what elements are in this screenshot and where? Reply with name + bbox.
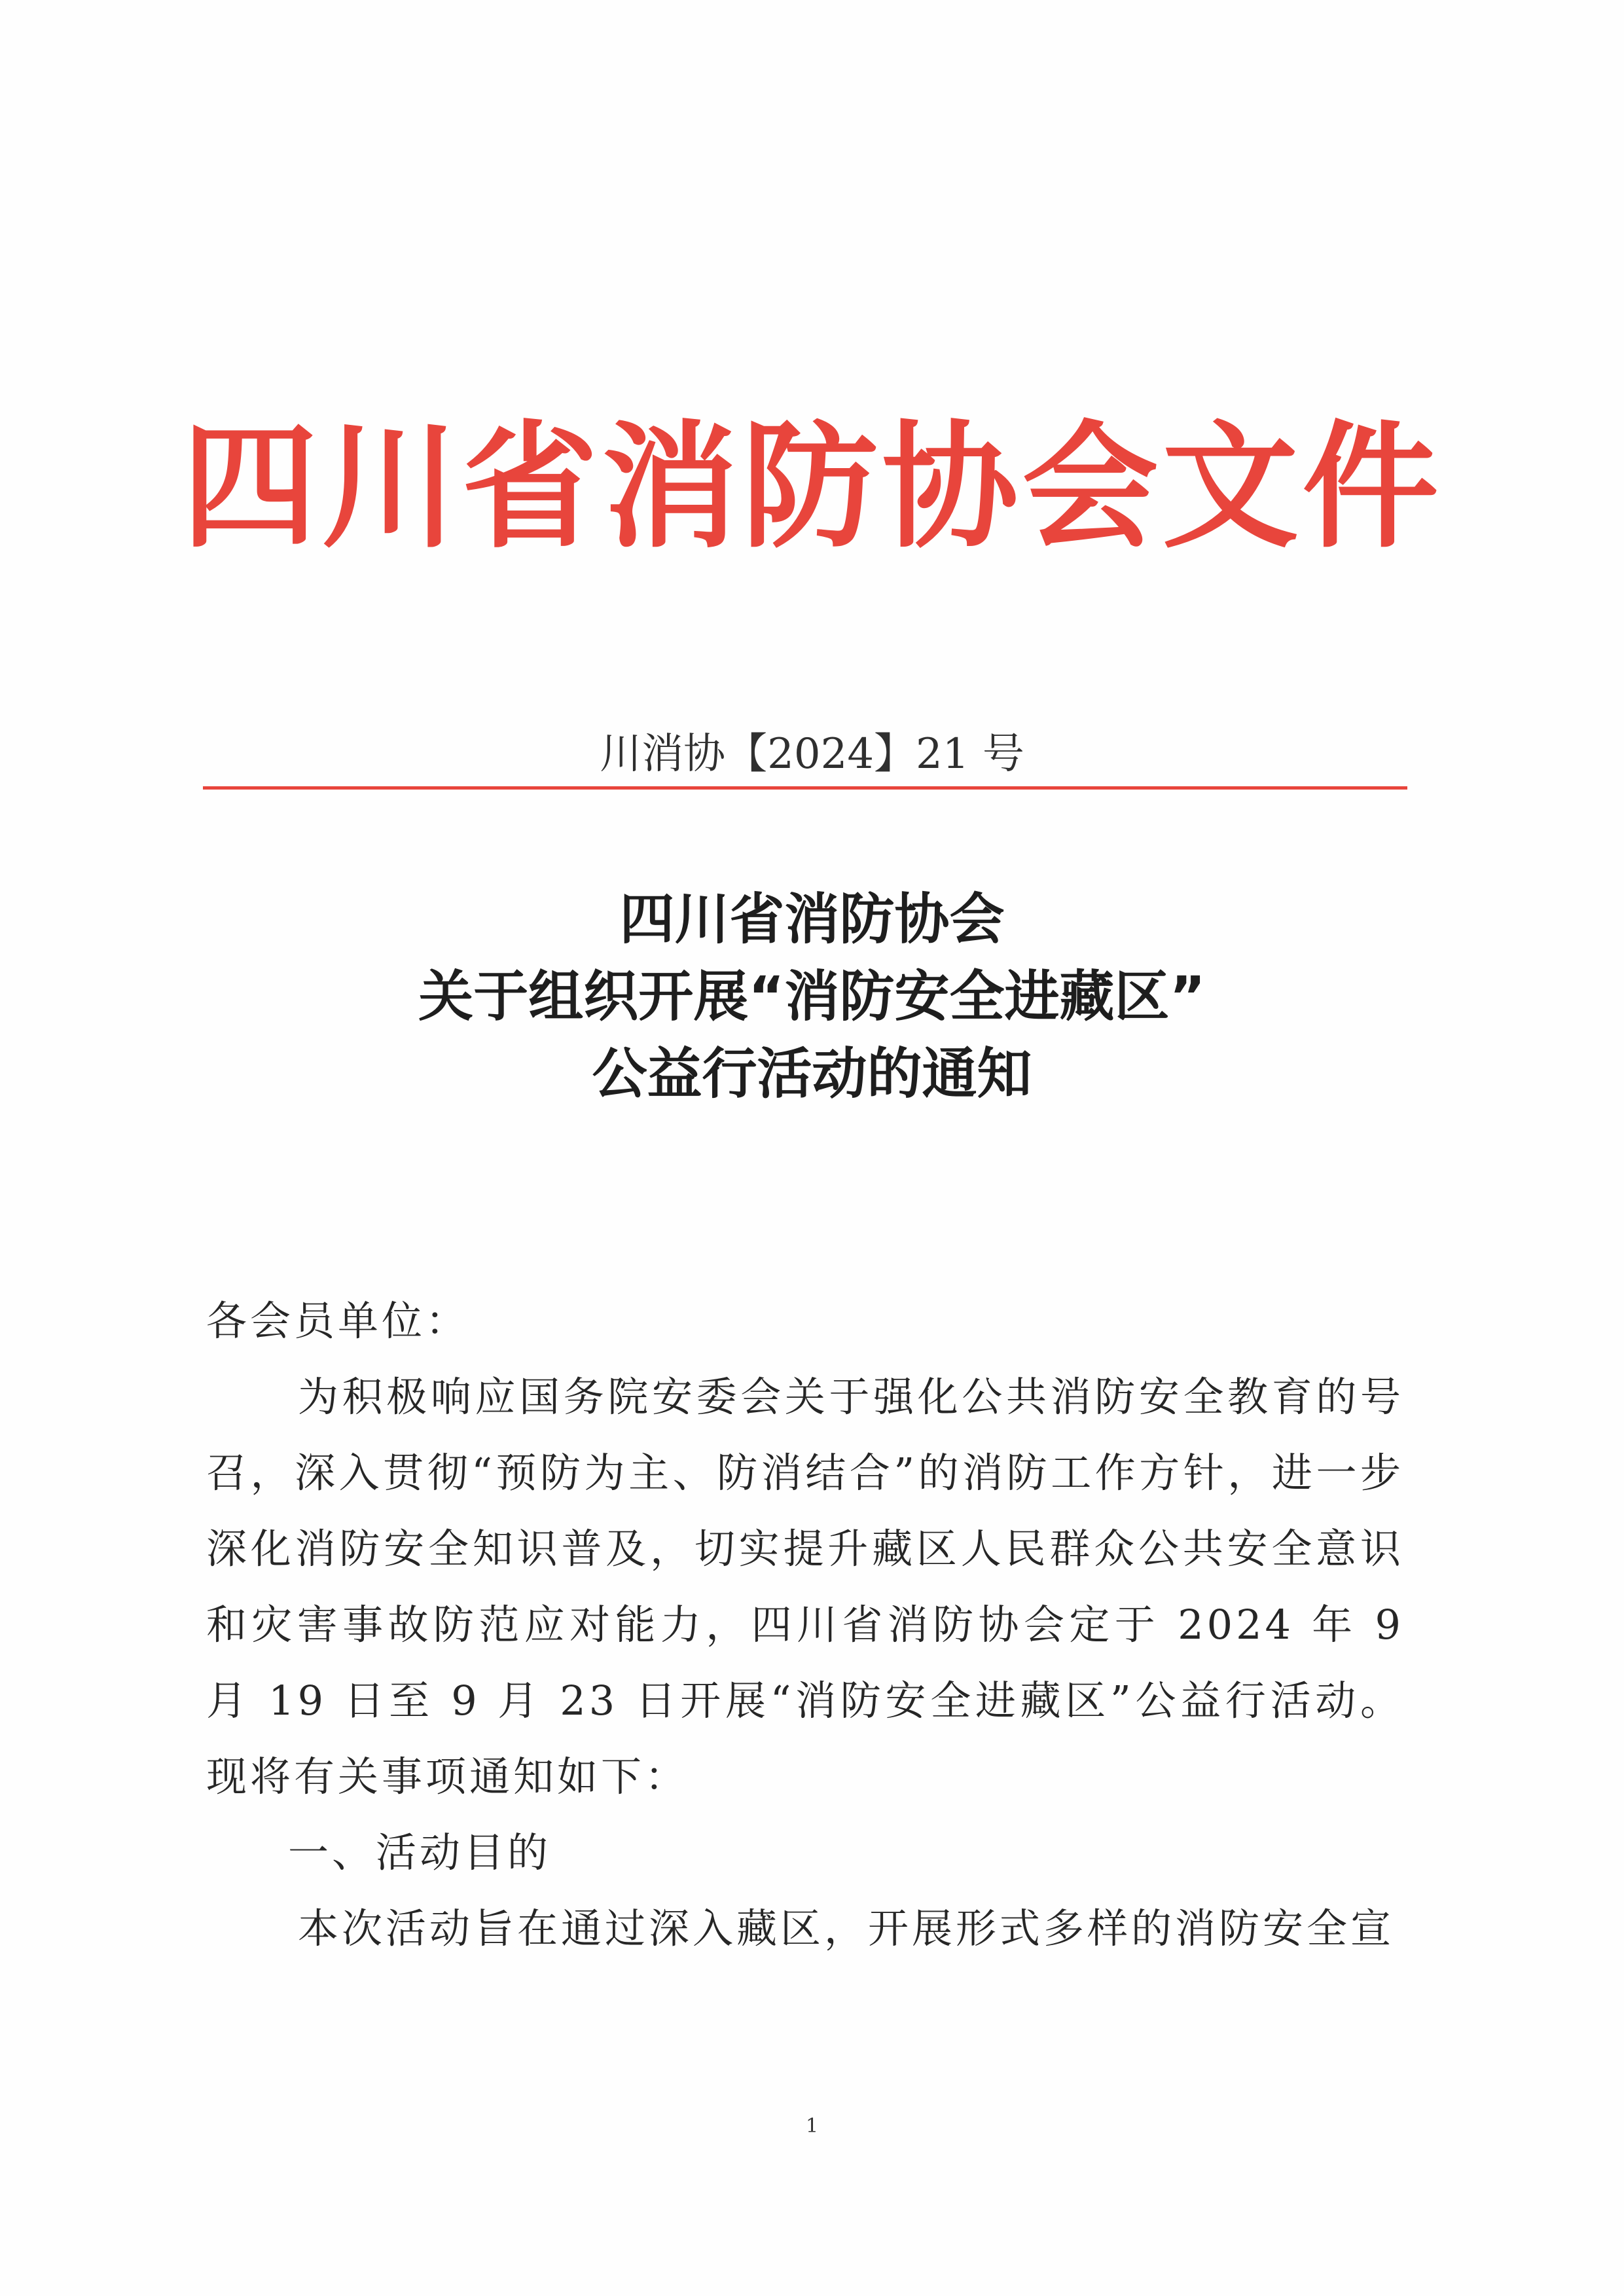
salutation: 各会员单位： [206, 1297, 470, 1345]
document-number: 川消协【2024】21 号 [600, 730, 1024, 778]
red-separator-line [203, 786, 1407, 790]
title-line-3: 公益行活动的通知 [592, 1042, 1032, 1106]
title-line-2: 关于组织开展“消防安全进藏区” [418, 964, 1206, 1029]
notice-title [0, 881, 1624, 1112]
section-heading-purpose: 一、活动目的 [288, 1829, 552, 1876]
title-line-1: 四川省消防协会 [619, 887, 1005, 951]
page-number: 1 [805, 2115, 819, 2138]
paragraph-intro: 为积极响应国务院安委会关于强化公共消防安全教育的号召，深入贯彻“预防为主、防消结合”的消防工作方针，进一步深化消防安全知识普及，切实提升藏区人民群众公共安全意识和灾害事故防范应对能力，四川省消防协会定于 2024 年 9 月 19 日至 9 月 23 日开展“消防安全进藏区”公益行活动。现将有关事项通知如下： [206, 1373, 1404, 1800]
paragraph-purpose: 本次活动旨在通过深入藏区，开展形式多样的消防安全宣 [298, 1904, 1395, 1952]
masthead-title: 四川省消防协会文件 [181, 409, 1443, 567]
notice-body [206, 1283, 1404, 1967]
